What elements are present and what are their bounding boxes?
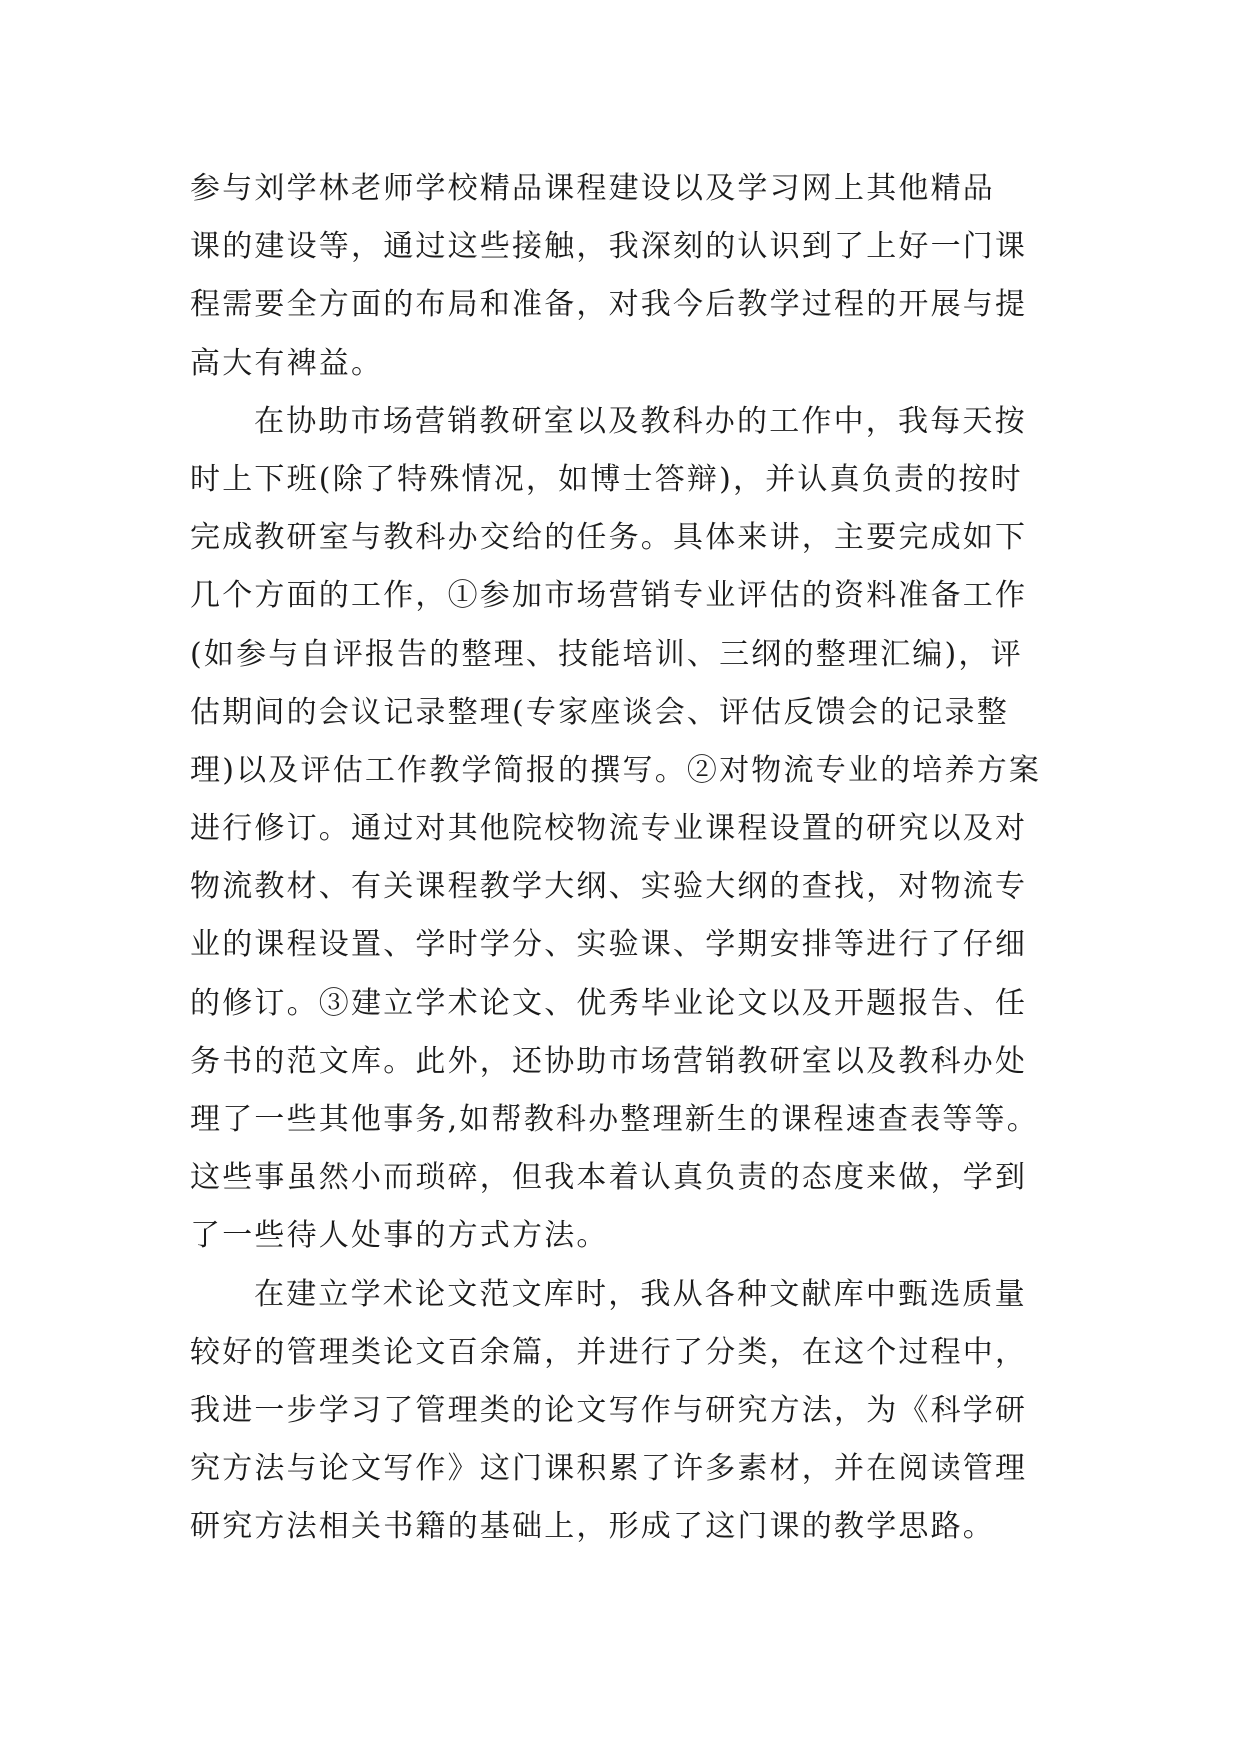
text-line: 在建立学术论文范文库时，我从各种文献库中甄选质量 [254,1276,1027,1312]
text-line: 我进一步学习了管理类的论文写作与研究方法，为《科学研 [190,1392,1028,1428]
text-line: 高大有裨益。 [190,345,384,381]
text-line: 物流教材、有关课程教学大纲、实验大纲的查找，对物流专 [190,869,1028,905]
text-line: (如参与自评报告的整理、技能培训、三纲的整理汇编)，评 [190,636,1023,672]
text-line: 研究方法相关书籍的基础上，形成了这门课的教学思路。 [190,1509,995,1545]
text-line: 务书的范文库。此外，还协助市场营销教研室以及教科办处 [190,1043,1028,1079]
paragraph-3 [190,1266,1050,1557]
text-line: 理)以及评估工作教学简报的撰写。②对物流专业的培养方案 [190,752,1042,788]
text-line: 参与刘学林老师学校精品课程建设以及学习网上其他精品 [190,171,995,206]
text-line: 课的建设等，通过这些接触，我深刻的认识到了上好一门课 [190,229,1028,265]
text-line: 究方法与论文写作》这门课积累了许多素材，并在阅读管理 [190,1451,1028,1487]
text-line: 估期间的会议记录整理(专家座谈会、评估反馈会的记录整 [190,694,1009,730]
text-line: 程需要全方面的布局和准备，对我今后教学过程的开展与提 [190,287,1028,323]
document-body [190,160,1050,1557]
text-line: 了一些待人处事的方式方法。 [190,1218,609,1254]
text-line: 时上下班(除了特殊情况，如博士答辩)，并认真负责的按时 [190,461,1023,497]
text-line: 进行修订。通过对其他院校物流专业课程设置的研究以及对 [190,811,1028,847]
text-line: 几个方面的工作，①参加市场营销专业评估的资料准备工作 [190,578,1028,614]
text-line: 的修订。③建立学术论文、优秀毕业论文以及开题报告、任 [190,985,1028,1021]
text-line: 完成教研室与教科办交给的任务。具体来讲，主要完成如下 [190,520,1028,556]
paragraph-1 [190,160,1050,393]
text-line: 在协助市场营销教研室以及教科办的工作中，我每天按 [254,403,1027,439]
text-line: 业的课程设置、学时学分、实验课、学期安排等进行了仔细 [190,927,1028,963]
paragraph-2 [190,393,1050,1266]
text-line: 这些事虽然小而琐碎，但我本着认真负责的态度来做，学到 [190,1160,1028,1196]
text-line: 理了一些其他事务,如帮教科办整理新生的课程速查表等等。 [190,1102,1039,1137]
text-line: 较好的管理类论文百余篇，并进行了分类，在这个过程中， [190,1334,1028,1370]
